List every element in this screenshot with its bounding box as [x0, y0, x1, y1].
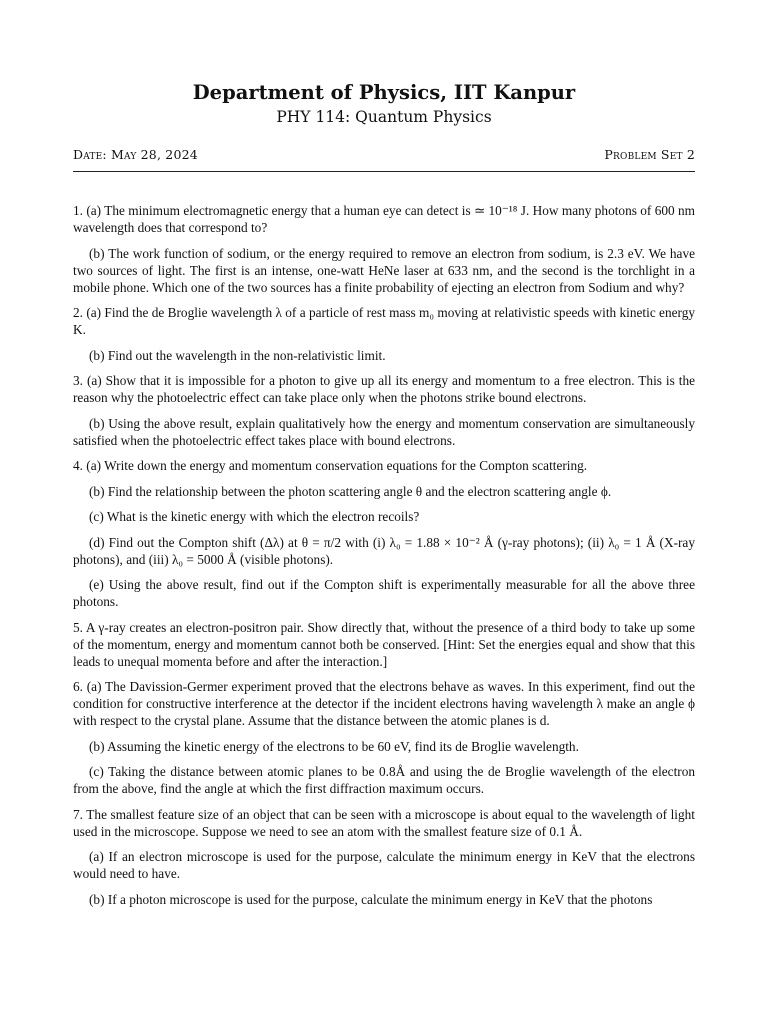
- problem-2b: (b) Find out the wavelength in the non-relativistic limit.: [89, 347, 386, 363]
- problem-1b: (b) The work function of sodium, or the energy required to remove an electron from sodium, is 2.3 eV. We have two sources of light. The first is an intense, one-watt HeNe laser at 633 nm, and the second is the torchlight in a mobile phone. Which one of the two sources has a finite probability of ejecting an electron from Sodium and why?: [73, 245, 695, 295]
- problem-set-label: Problem Set 2: [604, 147, 695, 162]
- page-title: Department of Physics, IIT Kanpur: [192, 81, 576, 104]
- problem-list: [73, 202, 695, 908]
- problem-4d: (d) Find out the Compton shift (Δλ) at θ = π/2 with (i) λ₀ = 1.88 × 10⁻² Å (γ-ray photons); (ii) λ₀ = 1 Å (X-ray photons), and (iii) λ₀ = 5000 Å (visible photons).: [73, 534, 695, 567]
- problem-7a: (a) If an electron microscope is used for the purpose, calculate the minimum energy in KeV that the electrons would need to have.: [73, 849, 695, 881]
- header-divider: [73, 171, 695, 172]
- problem-6a: 6. (a) The Davission-Germer experiment proved that the electrons behave as waves. In this experiment, find out the condition for constructive interference at the detector if the incident electrons having wavelength λ make an angle ϕ with respect to the crystal plane. Assume that the distance between the atomic planes is d.: [73, 679, 695, 728]
- problem-6b: (b) Assuming the kinetic energy of the electrons to be 60 eV, find its de Broglie wavelength.: [89, 738, 579, 754]
- problem-4e: (e) Using the above result, find out if the Compton shift is experimentally measurable for all the above three photons.: [73, 577, 695, 609]
- meta-row: [73, 146, 695, 164]
- date-label: Date: May 28, 2024: [73, 147, 198, 162]
- problem-7: 7. The smallest feature size of an object that can be seen with a microscope is about equal to the wavelength of light used in the microscope. Suppose we need to see an atom with the smallest feature size of 0.1 Å.: [73, 806, 695, 839]
- problem-4c: (c) What is the kinetic energy with which the electron recoils?: [89, 509, 420, 524]
- problem-3b: (b) Using the above result, explain qualitatively how the energy and momentum conservation are simultaneously satisfied when the photoelectric effect takes place with bound electrons.: [73, 415, 695, 448]
- problem-2a: 2. (a) Find the de Broglie wavelength λ of a particle of rest mass m₀ moving at relativistic speeds with kinetic energy K.: [73, 305, 695, 337]
- course-subtitle: PHY 114: Quantum Physics: [276, 108, 492, 126]
- problem-3a: 3. (a) Show that it is impossible for a photon to give up all its energy and momentum to a free electron. This is the reason why the photoelectric effect can take place only when the photons strike bound electrons.: [73, 373, 695, 405]
- problem-4a: 4. (a) Write down the energy and momentum conservation equations for the Compton scattering.: [73, 458, 588, 473]
- problem-6c: (c) Taking the distance between atomic planes to be 0.8Å and using the de Broglie wavelength of the electron from the above, find the angle at which the first diffraction maximum occurs.: [73, 764, 695, 796]
- document-page: [73, 80, 695, 916]
- problem-4b: (b) Find the relationship between the photon scattering angle θ and the electron scattering angle ϕ.: [89, 483, 612, 499]
- problem-1a: 1. (a) The minimum electromagnetic energy that a human eye can detect is ≃ 10⁻¹⁸ J. How many photons of 600 nm wavelength does that correspond to?: [73, 203, 695, 235]
- problem-7b: (b) If a photon microscope is used for the purpose, calculate the minimum energy in KeV that the photons: [89, 891, 653, 907]
- problem-5: 5. A γ-ray creates an electron-positron pair. Show directly that, without the presence of a third body to take up some of the momentum, energy and momentum cannot both be conserved. [Hint: Set the energies equal and show that this leads to unequal momenta before and after the interaction.]: [73, 619, 695, 669]
